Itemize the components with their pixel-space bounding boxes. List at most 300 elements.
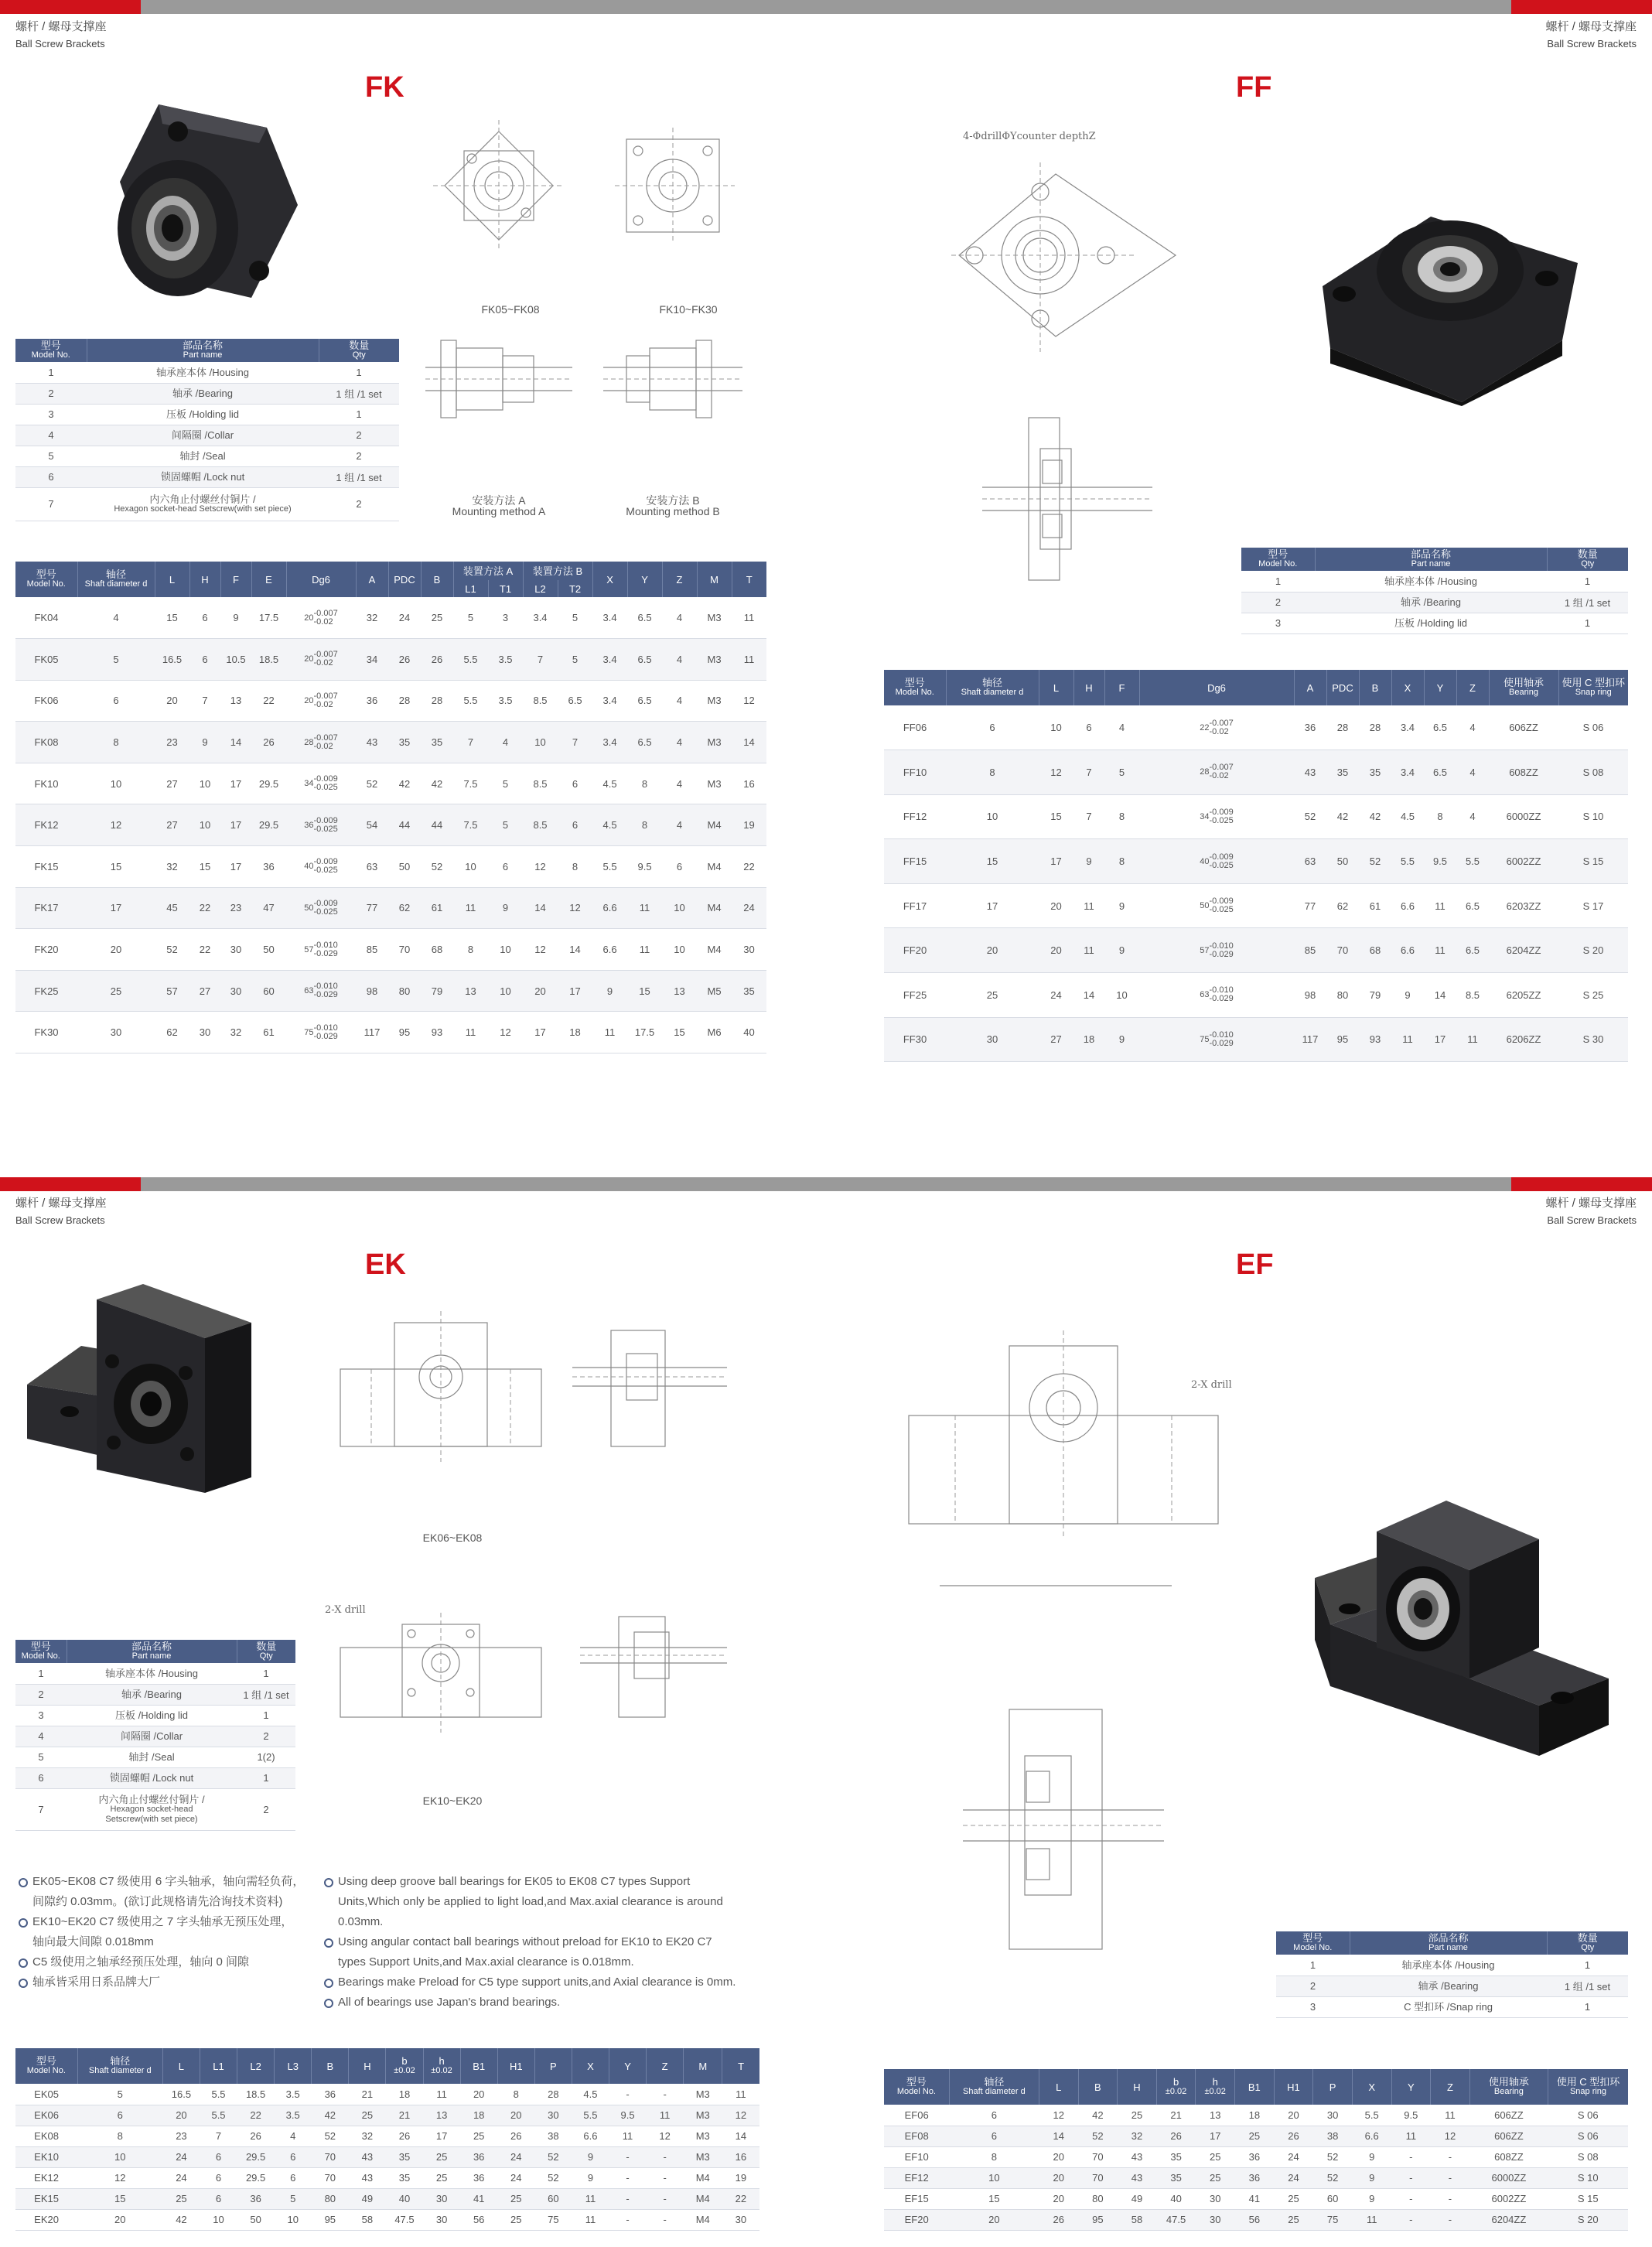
table-cell: 9	[1104, 883, 1139, 928]
table-cell: 98	[356, 970, 388, 1012]
part-name	[1350, 1955, 1547, 1976]
table-cell: 6002ZZ	[1469, 2188, 1548, 2209]
table-cell: S 17	[1558, 883, 1628, 928]
table-cell: 11	[1424, 883, 1456, 928]
table-cell: 80	[388, 970, 421, 1012]
table-cell: 9	[1104, 928, 1139, 973]
table-cell: 8	[946, 750, 1039, 795]
part-no: 2	[1276, 1976, 1350, 1996]
table-cell: 4	[488, 722, 523, 763]
dg6-tolerance	[1210, 986, 1234, 1003]
cell-dg6	[1139, 705, 1294, 750]
table-cell: M4	[697, 887, 732, 929]
ek06-side-drawing	[572, 1330, 727, 1446]
table-cell: 35	[1326, 750, 1359, 795]
table-cell: 606ZZ	[1489, 705, 1558, 750]
table-cell: 6204ZZ	[1489, 928, 1558, 973]
cell-dg6	[286, 846, 356, 888]
table-cell: 9	[1391, 973, 1424, 1018]
table-cell: 4.5	[592, 804, 627, 846]
table-cell: -	[647, 2209, 684, 2230]
table-row	[1241, 613, 1628, 633]
table-cell: 25	[497, 2209, 534, 2230]
cell-model: FK05	[15, 639, 77, 681]
table-cell: 50	[237, 2209, 275, 2230]
table-row	[884, 705, 1628, 750]
table-cell: 50	[251, 929, 286, 971]
table-row	[15, 487, 399, 521]
dg6-tolerance	[1210, 719, 1234, 736]
table-cell: -	[1431, 2188, 1470, 2209]
table-cell: 25	[162, 2188, 200, 2209]
table-cell: 80	[1078, 2188, 1118, 2209]
table-cell: 25	[1196, 2146, 1235, 2167]
table-cell: 44	[388, 804, 421, 846]
table-cell: 11	[1391, 2126, 1431, 2146]
part-name-line: 轴封 /Seal	[179, 450, 226, 462]
header-left-lower: 螺杆 / 螺母支撑座 Ball Screw Brackets	[15, 1197, 107, 1226]
table-cell: -	[1391, 2146, 1431, 2167]
table-cell: 4	[275, 2126, 312, 2146]
part-no: 1	[15, 362, 87, 383]
dg6-base: 75	[1200, 1034, 1210, 1044]
table-cell: 11	[572, 2188, 609, 2209]
caption-fk05: FK05~FK08	[481, 303, 540, 316]
table-cell: 10	[200, 2209, 237, 2230]
table-cell: M4	[697, 929, 732, 971]
table-cell: 4	[77, 597, 155, 639]
part-name-line: 压板 /Holding lid	[115, 1709, 188, 1721]
table-cell: 38	[534, 2126, 572, 2146]
part-qty: 2	[237, 1726, 295, 1747]
dg6-tol-lower: -0.029	[1209, 1038, 1234, 1048]
cell-dg6	[286, 597, 356, 639]
table-cell: 3.4	[1391, 705, 1424, 750]
dg6-tolerance	[314, 858, 338, 875]
table-cell: 9	[488, 887, 523, 929]
table-cell: 6.6	[1391, 883, 1424, 928]
dg6-tolerance	[1210, 763, 1234, 780]
table-cell: 36	[1235, 2167, 1275, 2188]
table-cell: 17	[1196, 2126, 1235, 2146]
table-cell: 62	[388, 887, 421, 929]
table-cell: 52	[1294, 794, 1326, 839]
table-cell: 62	[1326, 883, 1359, 928]
part-name-line: 锁固螺帽 /Lock nut	[109, 1772, 194, 1784]
table-cell: 12	[523, 846, 558, 888]
table-cell: -	[1431, 2209, 1470, 2230]
table-cell: 20	[1039, 2167, 1078, 2188]
part-name-line: 压板 /Holding lid	[1394, 617, 1467, 629]
table-cell: 15	[155, 597, 189, 639]
dg6-tol-upper: -0.009	[313, 815, 338, 825]
cell-dg6	[1139, 883, 1294, 928]
table-cell: -	[1391, 2167, 1431, 2188]
table-cell: 3.4	[592, 680, 627, 722]
table-cell: 35	[386, 2146, 423, 2167]
ek-drill-label: 2-X drill	[325, 1604, 366, 1616]
part-name	[87, 425, 319, 446]
cell-model: FK17	[15, 887, 77, 929]
table-cell: M3	[684, 2126, 722, 2146]
cell-dg6	[286, 722, 356, 763]
part-qty: 1	[319, 404, 399, 425]
table-cell: 14	[1424, 973, 1456, 1018]
part-name-line: 间隔圈 /Collar	[120, 1730, 183, 1742]
table-row	[15, 2126, 759, 2146]
part-qty: 1	[237, 1767, 295, 1788]
table-cell: 14	[1073, 973, 1104, 1018]
table-row	[15, 2209, 759, 2230]
ff-spec-table: 型号 Model No. 轴径 Shaft diameter d L H F Dg6 A PDC B X Y Z 使用轴承 Bearing 使用 C 型扣环 Snap ring FF06 6 10 6 4 22 -0.007 -0.02 36 28 28 3.4 6.5 4 606ZZ S 06 FF10 8 12 7 5 28 -0.007 -0.02 43 35 35 3.4 6.5 4 608ZZ S 08 FF12 10 15 7 8 34 -0.009 -0.025 52 42 42 4.5 8 4 6000ZZ S 10 FF15 15 17 9 8 40 -0.009 -0.025 63 50 52 5.5 9.5 5.5 6002ZZ S 15 FF17 17 20 11 9 50 -0.009 -0.025 77 62 61 6.6 11 6.5 6203ZZ S 17 FF20 20 20 11 9 57 -0.010 -0.029 85 70 68 6.6 11 6.5 6204ZZ S 20 FF25 25 24 14 10 63 -0.010 -0.029 98 80 79 9 14 8.5 6205ZZ S 25 FF30 30 27 18 9 75 -0.010 -0.029 117 95 93 11 17 11 6206ZZ S 30	[884, 670, 1628, 1062]
table-cell: 20	[497, 2105, 534, 2126]
table-cell: 24	[388, 597, 421, 639]
cell-model: FF30	[884, 1017, 946, 1062]
table-cell: 5.5	[453, 639, 488, 681]
table-cell: 19	[722, 2167, 759, 2188]
table-cell: 6.5	[627, 722, 662, 763]
dg6-tol-upper: -0.007	[313, 608, 338, 618]
fk10-front-drawing	[615, 128, 735, 244]
table-row	[884, 750, 1628, 795]
table-cell: 34	[356, 639, 388, 681]
table-cell: 43	[349, 2146, 386, 2167]
dg6-tol-lower: -0.02	[1209, 726, 1229, 736]
table-cell: 4	[662, 597, 697, 639]
table-row	[15, 1767, 295, 1788]
table-row	[884, 2146, 1628, 2167]
table-cell: 40	[732, 1012, 766, 1053]
dg6-tol-lower: -0.02	[313, 616, 333, 627]
table-cell: 30	[423, 2209, 460, 2230]
table-row	[15, 1012, 766, 1053]
part-qty: 1	[237, 1705, 295, 1726]
table-cell: 30	[722, 2209, 759, 2230]
table-cell: 30	[1313, 2105, 1353, 2126]
table-cell: 79	[1359, 973, 1391, 1018]
table-cell: 36	[356, 680, 388, 722]
col-model-no: 型号 Model No.	[15, 339, 87, 362]
cell-model: FF15	[884, 839, 946, 884]
table-cell: 6	[946, 705, 1039, 750]
table-cell: 35	[732, 970, 766, 1012]
table-cell: -	[1431, 2167, 1470, 2188]
dg6-tolerance	[314, 1024, 338, 1041]
part-qty: 1 组 /1 set	[1547, 1976, 1628, 1996]
cell-dg6	[286, 804, 356, 846]
part-no: 7	[15, 487, 87, 521]
table-cell: 47.5	[1156, 2209, 1196, 2230]
cell-model: EF06	[884, 2105, 949, 2126]
title-fk: FK	[365, 71, 404, 104]
dg6-tol-upper: -0.010	[313, 940, 338, 950]
part-qty: 1	[237, 1663, 295, 1684]
table-cell: 16	[732, 763, 766, 804]
table-cell: 44	[421, 804, 453, 846]
table-cell: 60	[1313, 2188, 1353, 2209]
part-qty: 1	[1547, 1955, 1628, 1976]
table-row	[1276, 1955, 1628, 1976]
table-row	[15, 1663, 295, 1684]
dg6-base: 20	[304, 695, 314, 705]
part-name	[1350, 1976, 1547, 1996]
part-name	[67, 1705, 237, 1726]
table-cell: 85	[356, 929, 388, 971]
cell-dg6	[286, 680, 356, 722]
table-row	[884, 973, 1628, 1018]
dg6-tol-lower: -0.02	[313, 699, 333, 709]
table-cell: 25	[423, 2167, 460, 2188]
part-name-line: 轴承座本体 /Housing	[1384, 575, 1477, 587]
dg6-tol-upper: -0.007	[313, 650, 338, 660]
table-cell: 95	[1078, 2209, 1118, 2230]
table-cell: 8	[949, 2146, 1039, 2167]
table-cell: 9.5	[627, 846, 662, 888]
table-cell: 35	[1156, 2146, 1196, 2167]
part-name-line: 轴承座本体 /Housing	[105, 1667, 198, 1679]
table-cell: 12	[732, 680, 766, 722]
table-cell: 5.5	[592, 846, 627, 888]
dg6-base: 63	[1200, 990, 1210, 1000]
table-cell: 8.5	[523, 763, 558, 804]
dg6-tol-upper: -0.007	[313, 732, 338, 743]
table-cell: 18	[1235, 2105, 1275, 2126]
dg6-tolerance	[314, 734, 338, 751]
table-cell: 52	[534, 2146, 572, 2167]
dg6-base: 57	[1200, 945, 1210, 955]
table-cell: 3.4	[592, 722, 627, 763]
table-cell: 18	[558, 1012, 592, 1053]
table-cell: 10.5	[220, 639, 251, 681]
table-cell: 20	[162, 2105, 200, 2126]
table-cell: -	[609, 2084, 647, 2105]
part-name	[87, 466, 319, 487]
table-cell: 15	[946, 839, 1039, 884]
table-cell: -	[609, 2167, 647, 2188]
table-cell: 25	[460, 2126, 497, 2146]
table-row	[15, 1747, 295, 1767]
table-cell: 20	[1039, 883, 1073, 928]
table-cell: 63	[356, 846, 388, 888]
col-qty: 数量 Qty	[319, 339, 399, 362]
ff-hole-label: 4-ΦdrillΦYcounter depthZ	[963, 131, 1096, 142]
dg6-tolerance	[314, 982, 338, 999]
cell-model: FK25	[15, 970, 77, 1012]
table-cell: 24	[1039, 973, 1073, 1018]
ef-drill-label: 2-X drill	[1191, 1379, 1232, 1391]
dg6-tol-upper: -0.009	[1209, 896, 1234, 907]
table-cell: 11	[732, 639, 766, 681]
dg6-tol-upper: -0.009	[313, 774, 338, 784]
table-cell: 18.5	[237, 2084, 275, 2105]
table-cell: 27	[155, 763, 189, 804]
ef-drawings	[886, 1323, 1232, 2050]
table-cell: 11	[732, 597, 766, 639]
cell-model: FF06	[884, 705, 946, 750]
part-no: 7	[15, 1788, 67, 1830]
table-cell: 12	[647, 2126, 684, 2146]
table-cell: 9	[1073, 839, 1104, 884]
table-cell: 5	[558, 639, 592, 681]
table-cell: 14	[220, 722, 251, 763]
table-cell: 13	[453, 970, 488, 1012]
table-cell: 3.5	[488, 639, 523, 681]
table-cell: 12	[77, 2167, 162, 2188]
part-no: 1	[1276, 1955, 1350, 1976]
table-cell: 7.5	[453, 804, 488, 846]
table-cell: 36	[1235, 2146, 1275, 2167]
cell-model: EK12	[15, 2167, 77, 2188]
table-cell: 6000ZZ	[1469, 2167, 1548, 2188]
caption-mount-b: 安装方法 B Mounting method B	[626, 494, 720, 517]
part-qty: 2	[237, 1788, 295, 1830]
table-cell: 16	[722, 2146, 759, 2167]
table-cell: 17	[558, 970, 592, 1012]
table-cell: 40	[386, 2188, 423, 2209]
table-row	[15, 1705, 295, 1726]
table-cell: 11	[423, 2084, 460, 2105]
fk-mount-a-drawing	[425, 340, 572, 418]
ek-spec-table: 型号 Model No. 轴径 Shaft diameter d L L1 L2 L3 B H b ±0.02 h ±0.02 B1 H1 P X Y Z M T EK05 5 16.5 5.5 18.5 3.5 36 21 18 11 20 8 28 4.5 - - M3 11 EK06 6 20 5.5 22 3.5 42 25 21 13 18 20 30 5.5 9.5 11 M3 12 EK08 8 23 7 26 4 52 32 26 17 25 26 38 6.6 11 12 M3 14 EK10 10 24 6 29.5 6 70 43 35 25 36 24 52 9 - - M3 16 EK12 12 24 6 29.5 6 70 43 35 25 36 24 52 9 - - M4 19 EK15 15 25 6 36 5 80 49 40 30 41 25 60 11 - - M4 22 EK20 20 42 10 50 10 95 58 47.5 30 56 25 75 11 - - M4 30	[15, 2048, 759, 2231]
table-cell: 9.5	[1424, 839, 1456, 884]
table-cell: 8.5	[523, 680, 558, 722]
table-cell: 6205ZZ	[1489, 973, 1558, 1018]
table-cell: 26	[497, 2126, 534, 2146]
part-name-line: 锁固螺帽 /Lock nut	[160, 471, 245, 483]
table-row	[884, 2209, 1628, 2230]
table-cell: 68	[1359, 928, 1391, 973]
table-cell: 5.5	[200, 2105, 237, 2126]
dg6-tol-upper: -0.009	[1209, 807, 1234, 817]
table-cell: 32	[356, 597, 388, 639]
table-cell: 8	[497, 2084, 534, 2105]
part-name-line: Setscrew(with set piece)	[105, 1814, 198, 1824]
table-cell: 4	[1456, 750, 1489, 795]
table-cell: 30	[732, 929, 766, 971]
table-cell: 29.5	[237, 2146, 275, 2167]
table-cell: 42	[1359, 794, 1391, 839]
table-cell: 98	[1294, 973, 1326, 1018]
table-cell: M4	[684, 2209, 722, 2230]
table-cell: 26	[386, 2126, 423, 2146]
table-cell: 4	[662, 680, 697, 722]
title-ef: EF	[1236, 1248, 1274, 1281]
table-cell: S 30	[1558, 1017, 1628, 1062]
table-cell: 24	[732, 887, 766, 929]
table-cell: M3	[684, 2146, 722, 2167]
table-cell: S 06	[1548, 2126, 1628, 2146]
cell-model: EF15	[884, 2188, 949, 2209]
table-cell: S 20	[1558, 928, 1628, 973]
part-no: 4	[15, 1726, 67, 1747]
table-cell: 26	[1274, 2126, 1313, 2146]
dg6-tol-lower: -0.02	[313, 658, 333, 668]
table-cell: 11	[453, 887, 488, 929]
part-name-line: Hexagon socket-head Setscrew(with set piece)	[114, 504, 292, 514]
table-cell: 35	[1156, 2167, 1196, 2188]
table-cell: M3	[697, 639, 732, 681]
dg6-tol-upper: -0.007	[313, 691, 338, 701]
part-name	[67, 1747, 237, 1767]
table-cell: 6.5	[1456, 883, 1489, 928]
table-cell: 13	[220, 680, 251, 722]
dg6-base: 22	[1200, 722, 1210, 732]
dg6-tol-lower: -0.029	[1209, 994, 1234, 1004]
table-cell: 18	[1073, 1017, 1104, 1062]
table-cell: 10	[662, 887, 697, 929]
table-cell: -	[647, 2146, 684, 2167]
cell-dg6	[1139, 1017, 1294, 1062]
table-cell: 60	[251, 970, 286, 1012]
table-cell: 11	[453, 1012, 488, 1053]
table-cell: 32	[220, 1012, 251, 1053]
table-cell: 4.5	[592, 763, 627, 804]
table-cell: 14	[732, 722, 766, 763]
table-cell: 61	[421, 887, 453, 929]
table-cell: 8	[627, 804, 662, 846]
table-cell: 95	[1326, 1017, 1359, 1062]
part-name-line: 轴承 /Bearing	[1400, 596, 1462, 608]
table-cell: 9.5	[609, 2105, 647, 2126]
table-cell: 42	[1078, 2105, 1118, 2126]
cell-dg6	[1139, 928, 1294, 973]
dg6-tolerance	[1210, 942, 1234, 959]
table-cell: 43	[1294, 750, 1326, 795]
table-cell: 54	[356, 804, 388, 846]
table-cell: 16.5	[155, 639, 189, 681]
dg6-tol-lower: -0.029	[1209, 949, 1234, 959]
ek-notes-cn: EK05~EK08 C7 级使用 6 字头轴承，轴向需轻负荷， 间隙约 0.03mm。(欲订此规格请先洽询技术资料) EK10~EK20 C7 级使用之 7 字头轴承无预压处理， 轴向最大间隙 0.018mm C5 级使用之轴承经预压处理，轴向 0 间隙 轴承皆采用日系品牌大厂	[15, 1872, 317, 1993]
table-cell: 9	[1352, 2167, 1391, 2188]
table-cell: 10	[275, 2209, 312, 2230]
table-cell: 12	[722, 2105, 759, 2126]
table-cell: -	[647, 2188, 684, 2209]
table-cell: 17	[220, 763, 251, 804]
table-cell: 25	[1196, 2167, 1235, 2188]
table-cell: 28	[534, 2084, 572, 2105]
table-cell: 52	[356, 763, 388, 804]
table-cell: -	[1391, 2188, 1431, 2209]
table-cell: 95	[388, 1012, 421, 1053]
dg6-tolerance	[1210, 808, 1234, 825]
table-row	[1276, 1976, 1628, 1996]
part-name	[67, 1684, 237, 1705]
table-cell: 11	[1352, 2209, 1391, 2230]
caption-fk10: FK10~FK30	[659, 303, 718, 316]
table-cell: 70	[1326, 928, 1359, 973]
part-name-line: 轴封 /Seal	[128, 1751, 175, 1763]
table-cell: 9	[1352, 2188, 1391, 2209]
top-bar-upper	[0, 0, 1644, 14]
table-cell: 32	[155, 846, 189, 888]
dg6-tol-upper: -0.007	[1209, 763, 1234, 773]
table-cell: 20	[946, 928, 1039, 973]
part-no: 3	[15, 404, 87, 425]
part-name	[87, 362, 319, 383]
part-name-line: Hexagon socket-head	[110, 1804, 193, 1814]
table-cell: 10	[1039, 705, 1073, 750]
dg6-tol-upper: -0.010	[1209, 985, 1234, 995]
cell-dg6	[286, 1012, 356, 1053]
table-cell: 28	[421, 680, 453, 722]
table-cell: 43	[1118, 2167, 1157, 2188]
table-cell: S 08	[1548, 2146, 1628, 2167]
table-cell: 5	[558, 597, 592, 639]
table-cell: -	[1391, 2209, 1431, 2230]
table-cell: 58	[349, 2209, 386, 2230]
table-row	[15, 597, 766, 639]
table-cell: 19	[732, 804, 766, 846]
